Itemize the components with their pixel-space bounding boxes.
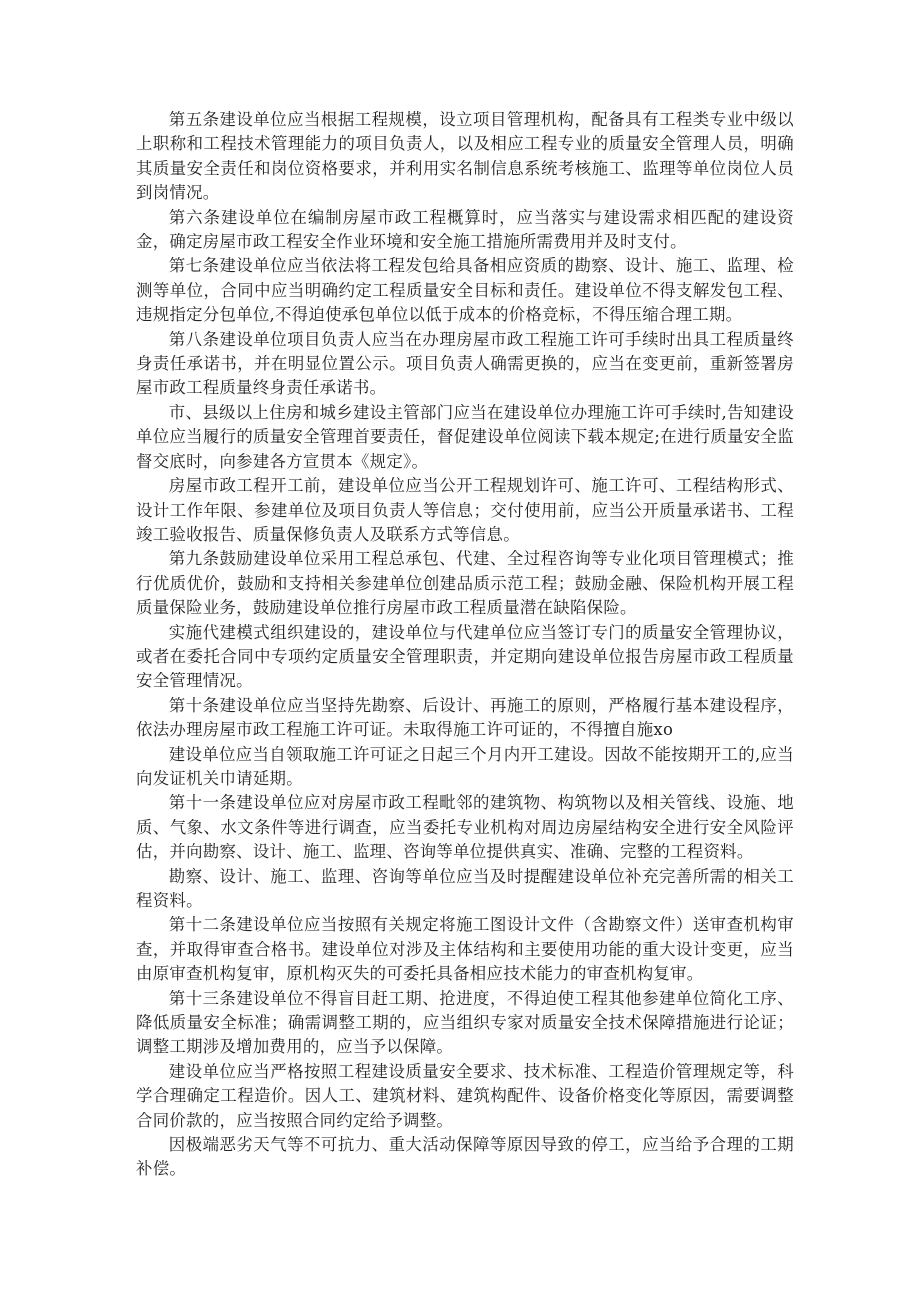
paragraph-article-8: 第八条建设单位项目负责人应当在办理房屋市政工程施工许可手续时出具工程质量终身责任承诺书，并在明显位置公示。项目负责人确需更换的，应当在变更前，重新签署房屋市政工程质量终身责任承诺书。 [136, 329, 794, 398]
paragraph-article-11-reminder: 勘察、设计、施工、监理、咨询等单位应当及时提醒建设单位补充完善所需的相关工程资料。 [136, 866, 794, 910]
paragraph-article-13-cost: 建设单位应当严格按照工程建设质量安全要求、技术标准、工程造价管理规定等，科学合理确定工程造价。因人工、建筑材料、建筑构配件、设备价格变化等原因，需要调整合同价款的，应当按照合同约定给予调整。 [136, 1061, 794, 1130]
paragraph-article-7: 第七条建设单位应当依法将工程发包给具备相应资质的勘察、设计、施工、监理、检测等单位，合同中应当明确约定工程质量安全目标和责任。建设单位不得支解发包工程、违规指定分包单位,不得迫使承包单位以低于成本的价格竞标，不得压缩合理工期。 [136, 256, 794, 325]
paragraph-article-12: 第十二条建设单位应当按照有关规定将施工图设计文件（含勘察文件）送审查机构审查，并取得审查合格书。建设单位对涉及主体结构和主要使用功能的重大设计变更，应当由原审查机构复审，原机构灭失的可委托具备相应技术能力的审查机构复审。 [136, 915, 794, 984]
paragraph-article-9-agent-construction: 实施代建模式组织建设的，建设单位与代建单位应当签订专门的质量安全管理协议，或者在委托合同中专项约定质量安全管理职责，并定期向建设单位报告房屋市政工程质量安全管理情况。 [136, 622, 794, 691]
paragraph-article-6: 第六条建设单位在编制房屋市政工程概算时，应当落实与建设需求相匹配的建设资金，确定房屋市政工程安全作业环境和安全施工措施所需费用并及时支付。 [136, 207, 794, 252]
document-body [136, 108, 794, 1182]
paragraph-article-13-compensation: 因极端恶劣天气等不可抗力、重大活动保障等原因导致的停工，应当给予合理的工期补偿。 [136, 1135, 794, 1179]
paragraph-article-8-supervision: 市、县级以上住房和城乡建设主管部门应当在建设单位办理施工许可手续时,告知建设单位应当履行的质量安全管理首要责任，督促建设单位阅读下载本规定;在进行质量安全监督交底时，向参建各方宣贯本《规定》。 [136, 402, 794, 471]
paragraph-article-9: 第九条鼓励建设单位采用工程总承包、代建、全过程咨询等专业化项目管理模式；推行优质优价，鼓励和支持相关参建单位创建品质示范工程；鼓励金融、保险机构开展工程质量保险业务，鼓励建设单位推行房屋市政工程质量潜在缺陷保险。 [136, 549, 794, 618]
paragraph-article-10: 第十条建设单位应当坚持先勘察、后设计、再施工的原则，严格履行基本建设程序，依法办理房屋市政工程施工许可证。未取得施工许可证的，不得擅自施xo [136, 695, 794, 740]
paragraph-article-11: 第十一条建设单位应对房屋市政工程毗邻的建筑物、构筑物以及相关管线、设施、地质、气象、水文条件等进行调查，应当委托专业机构对周边房屋结构安全进行安全风险评估，并向勘察、设计、施工、监理、咨询等单位提供真实、准确、完整的工程资料。 [136, 793, 794, 862]
paragraph-article-8-disclosure: 房屋市政工程开工前，建设单位应当公开工程规划许可、施工许可、工程结构形式、设计工作年限、参建单位及项目负责人等信息；交付使用前，应当公开质量承诺书、工程竣工验收报告、质量保修负责人及联系方式等信息。 [136, 476, 794, 544]
paragraph-article-10-start-deadline: 建设单位应当自领取施工许可证之日起三个月内开工建设。因故不能按期开工的,应当向发证机关巾请延期。 [136, 744, 794, 788]
paragraph-article-13: 第十三条建设单位不得盲目赶工期、抢进度，不得迫使工程其他参建单位简化工序、降低质量安全标准；确需调整工期的，应当组织专家对质量安全技术保障措施进行论证；调整工期涉及增加费用的，应当予以保障。 [136, 988, 794, 1057]
paragraph-article-5: 第五条建设单位应当根据工程规模，设立项目管理机构，配备具有工程类专业中级以上职称和工程技术管理能力的项目负责人，以及相应工程专业的质量安全管理人员，明确其质量安全责任和岗位资格要求，并利用实名制信息系统考核施工、监理等单位岗位人员到岗情况。 [136, 110, 794, 203]
